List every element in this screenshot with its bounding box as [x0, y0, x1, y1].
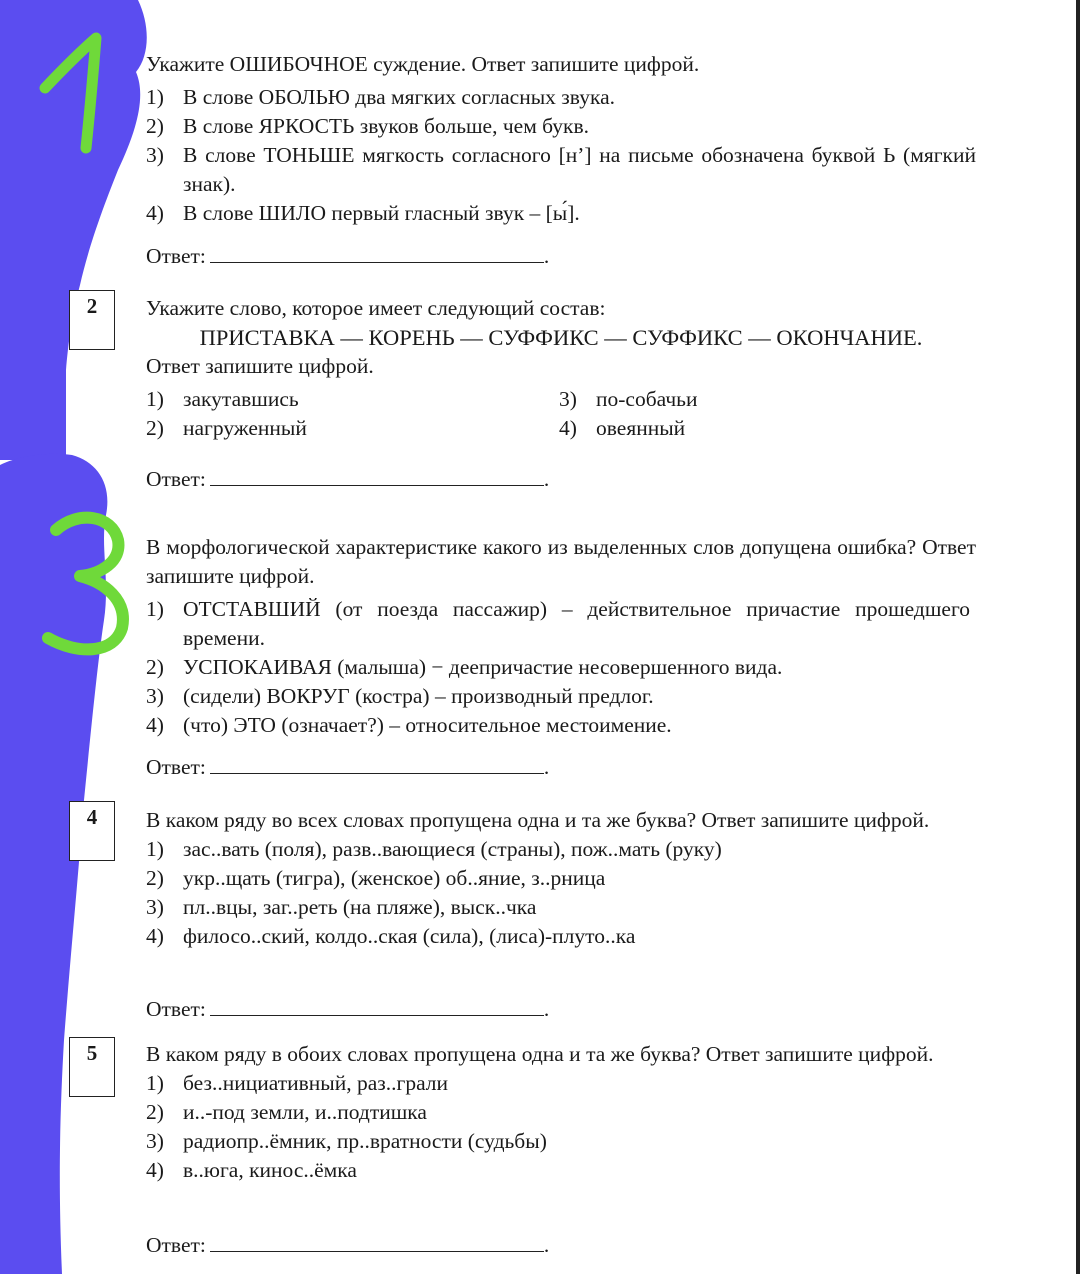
option-text: В слове ТОНЬШЕ мягкость согласного [н’] на письме обозначена буквой Ь (мягкий знак). — [183, 143, 976, 196]
answer-label: Ответ: — [146, 244, 206, 268]
task-2-option-3 — [559, 385, 976, 414]
option-number: 4) — [559, 416, 577, 440]
task-2 — [146, 294, 976, 443]
task-3-option-1 — [146, 595, 970, 653]
option-text: в..юга, кинос..ёмка — [183, 1158, 357, 1182]
option-text: В слове ШИЛО первый гласный звук – [ы́]. — [183, 201, 580, 225]
option-text: В слове ОБОЛЬЮ два мягких согласных звука. — [183, 85, 615, 109]
option-text: УСПОКАИВАЯ (малыша) − деепричастие несовершенного вида. — [183, 655, 783, 679]
task-2-option-1 — [146, 385, 559, 414]
option-text: по-собачьи — [596, 387, 698, 411]
task-4-option-1 — [146, 835, 976, 864]
answer-line[interactable] — [210, 753, 544, 774]
task-5-option-2 — [146, 1098, 976, 1127]
task-1-option-2 — [146, 112, 976, 141]
option-number: 1) — [146, 837, 164, 861]
task-1-option-3 — [146, 141, 976, 199]
option-number: 4) — [146, 713, 164, 737]
task-5-answer: Ответ: . — [146, 1233, 550, 1257]
option-number: 2) — [146, 655, 164, 679]
task-number: 4 — [86, 805, 98, 829]
option-text: (сидели) ВОКРУГ (костра) – производный предлог. — [183, 684, 654, 708]
task-1-answer: Ответ: . — [146, 244, 550, 268]
task-3-option-3 — [146, 682, 976, 711]
option-text: радиопр..ёмник, пр..вратности (судьбы) — [183, 1129, 547, 1153]
answer-line[interactable] — [210, 465, 544, 486]
option-text: закутавшись — [183, 387, 299, 411]
option-number: 1) — [146, 387, 164, 411]
answer-line[interactable] — [210, 1231, 544, 1252]
task-2-option-4 — [559, 414, 976, 443]
option-text: нагруженный — [183, 416, 307, 440]
task-5 — [146, 1040, 976, 1185]
option-number: 2) — [146, 114, 164, 138]
option-text: овеянный — [596, 416, 686, 440]
task-5-prompt: В каком ряду в обоих словах пропущена одна и та же буква? Ответ запишите цифрой. — [146, 1042, 934, 1066]
option-text: (что) ЭТО (означает?) – относительное местоимение. — [183, 713, 672, 737]
option-number: 3) — [146, 1129, 164, 1153]
option-text: филосо..ский, колдо..ская (сила), (лиса)-плуто..ка — [183, 924, 636, 948]
task-4-prompt: В каком ряду во всех словах пропущена одна и та же буква? Ответ запишите цифрой. — [146, 808, 930, 832]
answer-label: Ответ: — [146, 997, 206, 1021]
task-5-number-box — [69, 1037, 115, 1097]
task-4-option-3 — [146, 893, 976, 922]
task-2-instruction: Ответ запишите цифрой. — [146, 354, 374, 378]
answer-line[interactable] — [210, 242, 544, 263]
task-4-option-4 — [146, 922, 976, 951]
option-number: 2) — [146, 866, 164, 890]
task-4-number-box — [69, 801, 115, 861]
task-3-prompt: В морфологической характеристике какого из выделенных слов допущена ошибка? Ответ запишите цифрой. — [146, 535, 976, 588]
task-2-prompt: Укажите слово, которое имеет следующий состав: — [146, 296, 606, 320]
task-4-answer: Ответ: . — [146, 997, 550, 1021]
option-number: 3) — [146, 684, 164, 708]
task-5-option-1 — [146, 1069, 976, 1098]
task-2-answer: Ответ: . — [146, 467, 550, 491]
task-3 — [146, 533, 976, 740]
option-number: 1) — [146, 597, 164, 621]
task-5-option-4 — [146, 1156, 976, 1185]
option-text: без..нициативный, раз..грали — [183, 1071, 449, 1095]
task-5-option-3 — [146, 1127, 976, 1156]
answer-label: Ответ: — [146, 467, 206, 491]
task-2-option-2 — [146, 414, 559, 443]
option-number: 3) — [559, 387, 577, 411]
task-3-option-2 — [146, 653, 976, 682]
task-1-option-4 — [146, 199, 976, 228]
option-text: укр..щать (тигра), (женское) об..яние, з..рница — [183, 866, 606, 890]
option-number: 3) — [146, 895, 164, 919]
option-number: 4) — [146, 1158, 164, 1182]
task-number: 5 — [86, 1041, 98, 1065]
task-2-composition: ПРИСТАВКА — КОРЕНЬ — СУФФИКС — СУФФИКС — ОКОНЧАНИЕ. — [199, 325, 923, 350]
answer-line[interactable] — [210, 995, 544, 1016]
option-number: 1) — [146, 1071, 164, 1095]
task-4-option-2 — [146, 864, 976, 893]
page-edge — [1076, 0, 1080, 1274]
task-number: 2 — [86, 294, 98, 318]
option-text: и..-под земли, и..подтишка — [183, 1100, 427, 1124]
option-text: пл..вцы, заг..реть (на пляже), выск..чка — [183, 895, 537, 919]
answer-label: Ответ: — [146, 1233, 206, 1257]
task-1 — [146, 50, 976, 228]
task-2-number-box — [69, 290, 115, 350]
blue-highlight-top — [0, 0, 147, 460]
task-3-answer: Ответ: . — [146, 755, 550, 779]
task-1-prompt: Укажите ОШИБОЧНОЕ суждение. Ответ запишите цифрой. — [146, 52, 700, 76]
task-3-option-4 — [146, 711, 976, 740]
task-1-option-1 — [146, 83, 976, 112]
option-text: В слове ЯРКОСТЬ звуков больше, чем букв. — [183, 114, 590, 138]
option-number: 2) — [146, 1100, 164, 1124]
answer-label: Ответ: — [146, 755, 206, 779]
option-number: 3) — [146, 143, 164, 167]
task-2-options — [146, 385, 976, 443]
task-4 — [146, 806, 976, 951]
option-number: 4) — [146, 924, 164, 948]
option-text: зас..вать (поля), разв..вающиеся (страны), пож..мать (руку) — [183, 837, 722, 861]
option-text: ОТСТАВШИЙ (от поезда пассажир) – действительное причастие прошедшего времени. — [183, 597, 970, 650]
option-number: 2) — [146, 416, 164, 440]
option-number: 4) — [146, 201, 164, 225]
option-number: 1) — [146, 85, 164, 109]
